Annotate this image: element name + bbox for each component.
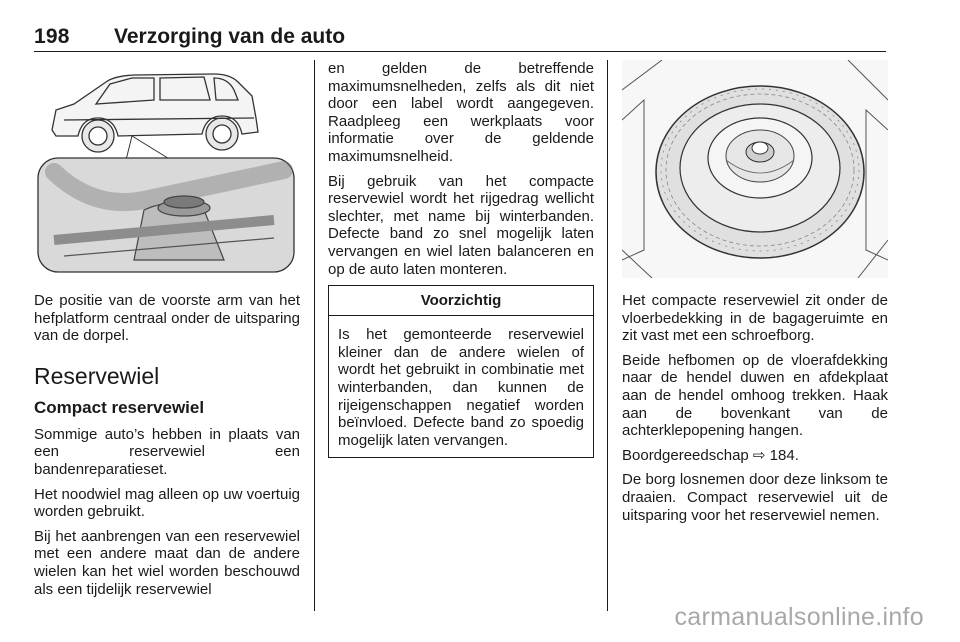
car-lift-arm-image bbox=[34, 60, 300, 274]
column-3 bbox=[622, 60, 888, 531]
caution-title: Voorzichtig bbox=[329, 286, 593, 316]
paragraph: De borg losnemen door deze linksom te draaien. Compact reservewiel uit de uitsparing voor het reservewiel nemen. bbox=[622, 471, 888, 524]
figure-caption: De positie van de voorste arm van het hefplatform centraal onder de uitsparing van de dorpel. bbox=[34, 292, 300, 345]
paragraph: Sommige auto’s hebben in plaats van een reservewiel een bandenreparatieset. bbox=[34, 425, 300, 478]
lift-point-illustration bbox=[34, 60, 300, 274]
spare-wheel-illustration bbox=[622, 60, 888, 278]
page-header bbox=[34, 25, 886, 52]
paragraph: Boordgereedschap ⇨ 184. bbox=[622, 446, 799, 464]
column-divider-right bbox=[607, 60, 608, 611]
paragraph: Bij het aanbrengen van een reservewiel met een andere maat dan de andere wielen kan het wiel worden beschouwd als een tijdelijk reservewiel bbox=[34, 527, 300, 598]
paragraph: Het compacte reservewiel zit onder de vloerbedekking in de bagageruimte en zit vast met een schroefborg. bbox=[622, 292, 888, 345]
column-1 bbox=[34, 60, 300, 605]
caution-text: Is het gemonteerde reservewiel kleiner dan de andere wielen of wordt het gebruikt in combinatie met winterbanden, dan kunnen de rijeigenschappen negatief worden beïnvloed. Defecte band zo spoedig mogelijk laten vervangen. bbox=[338, 326, 584, 449]
caution-body bbox=[329, 316, 593, 457]
spare-wheel-image bbox=[622, 60, 888, 278]
paragraph: Bij gebruik van het compacte reservewiel wordt het rijgedrag wellicht slechter, met name bij winterbanden. Defecte band zo snel mogelijk laten vervangen en wiel laten balanceren en op de auto laten monteren. bbox=[328, 172, 594, 278]
column-divider-left bbox=[314, 60, 315, 611]
watermark: carmanualsonline.info bbox=[674, 603, 924, 631]
paragraph: Beide hefbomen op de vloerafdekking naar de hendel duwen en afdekplaat aan de hendel omhoog trekken. Haak aan de bovenkant van de achterklepopening hangen. bbox=[622, 351, 888, 440]
paragraph: Het noodwiel mag alleen op uw voertuig worden gebruikt. bbox=[34, 485, 300, 521]
caution-box bbox=[328, 285, 594, 458]
page-number: 198 bbox=[34, 25, 70, 48]
section-heading: Reservewiel bbox=[34, 362, 160, 389]
page-title: Verzorging van de auto bbox=[114, 25, 346, 48]
subsection-heading: Compact reservewiel bbox=[34, 397, 205, 417]
paragraph: en gelden de betreffende maximumsnelheden, zelfs als dit niet door een label wordt aangegeven. Raadpleeg een werkplaats voor informatie over de geldende maximumsnelheid. bbox=[328, 60, 594, 165]
column-2 bbox=[328, 60, 594, 458]
